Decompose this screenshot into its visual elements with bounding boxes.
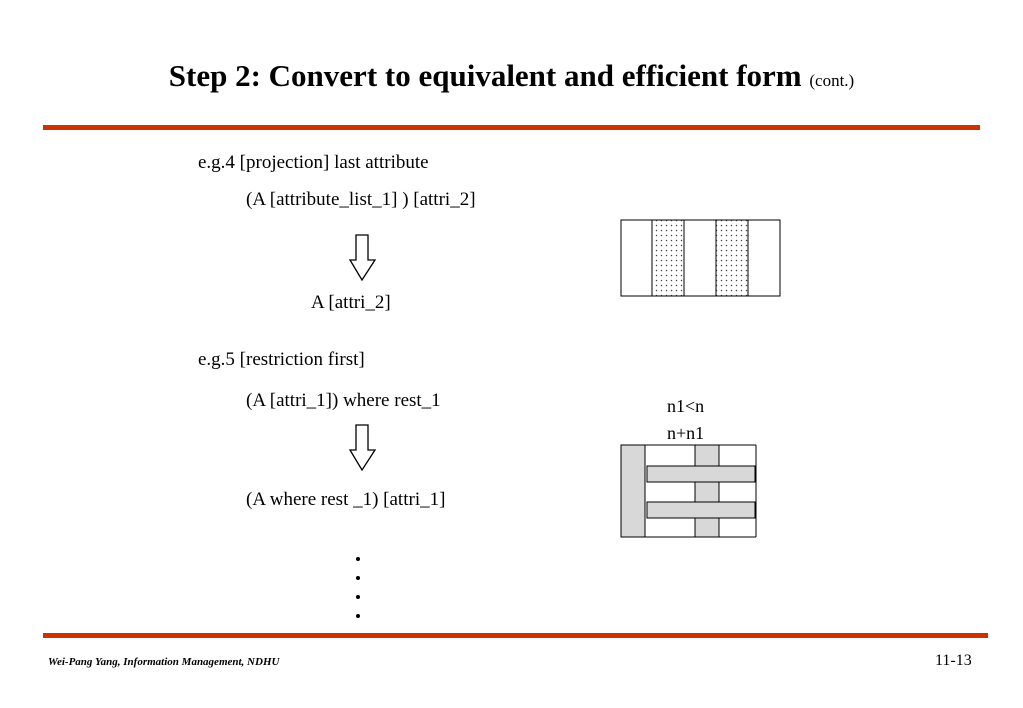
bottom-divider [43,633,988,638]
title-suffix: (cont.) [809,71,855,90]
diagram-label-n-plus-n1: n+n1 [667,423,705,443]
shaded-key-column [621,445,645,537]
shaded-selected-column [695,445,719,537]
example4-before-expression: (A [attribute_list_1] ) [attri_2] [246,189,476,210]
page-number: 11-13 [935,652,972,669]
diagram-label-n1-less-n: n1<n [667,396,705,416]
slide-title [0,58,1023,94]
column-1 [621,220,652,296]
footer-author: Wei-Pang Yang, Information Management, NDHU [48,656,280,668]
example5-after-expression: (A where rest _1) [attri_1] [246,489,446,510]
column-5 [748,220,780,296]
example4-after-expression: A [attri_2] [311,292,391,313]
column-3 [684,220,716,296]
title-text: Step 2: Convert to equivalent and efficient form [168,58,802,93]
shaded-selected-row-1 [647,466,755,482]
down-arrow-icon [349,424,377,472]
column-2-dotted [652,220,684,296]
projection-columns-diagram [620,219,782,299]
restriction-grid-diagram [620,444,758,540]
example5-before-expression: (A [attri_1]) where rest_1 [246,390,441,411]
column-4-dotted [716,220,748,296]
shaded-selected-row-2 [647,502,755,518]
top-divider [43,125,980,130]
example4-heading: e.g.4 [projection] last attribute [198,152,429,173]
example5-heading: e.g.5 [restriction first] [198,349,365,370]
down-arrow-icon [349,234,377,282]
